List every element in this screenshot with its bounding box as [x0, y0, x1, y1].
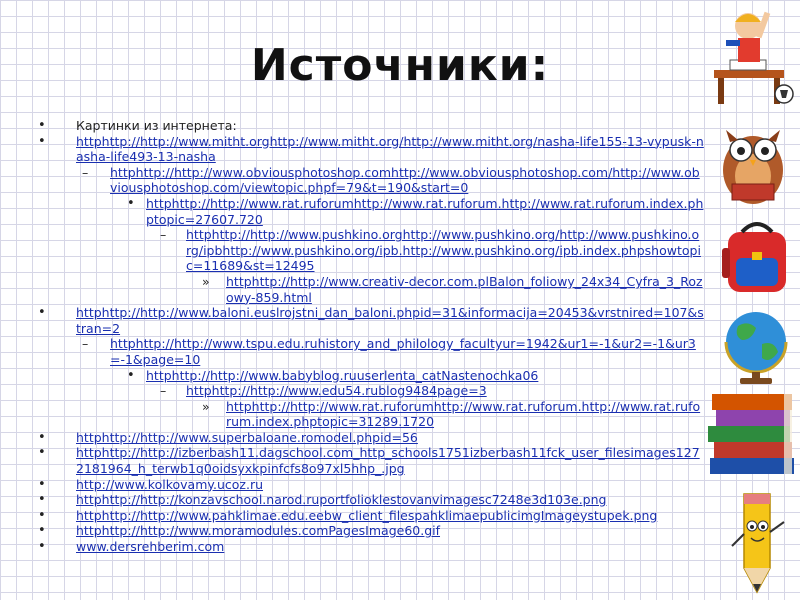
list-item [32, 118, 704, 134]
list-item [32, 477, 704, 493]
bullet-dot: • [38, 445, 46, 461]
list-item [32, 368, 704, 384]
bullet-dot: • [38, 507, 46, 523]
school-backpack-icon [718, 218, 796, 298]
bullet-dash: – [82, 164, 89, 180]
source-link[interactable]: httphttp://http://www.pushkino.orghttp://www.pushkino.org/http://www.pushkino.org/ipbhttp://www.pushkino.org/ipb.http://www.pushkino.org/ipb.index.phpshowtopic=11689&st=12495 [186, 227, 701, 274]
pencil-character-icon [724, 488, 794, 598]
list-item [32, 508, 704, 524]
bullet-dot: • [38, 492, 46, 508]
bullet-dot: • [127, 195, 135, 211]
bullet-dot: • [38, 476, 46, 492]
owl-with-book-icon [712, 118, 794, 208]
globe-icon [712, 306, 798, 386]
source-link[interactable]: httphttp://http://www.tspu.edu.ruhistory_and_philology_facultyur=1942&ur1=-1&ur2=-1&ur3=-1&page=10 [110, 336, 696, 367]
list-item [32, 165, 704, 196]
list-item [32, 196, 704, 227]
source-link[interactable]: httphttp://http://www.mitht.orghttp://www.mitht.org/http://www.mitht.org/nasha-life155-13-vypusk-nasha-life493-13-nasha [76, 133, 704, 165]
list-item [32, 227, 704, 274]
stack-of-books-icon [704, 384, 800, 480]
source-link[interactable]: httphttp://http://www.obviousphotoshop.comhttp://www.obviousphotoshop.com/http://www.obviousphotoshop.com/viewtopic.phpf=79&t=190&start=0 [110, 164, 700, 196]
source-link[interactable]: www.dersrehberim.com [76, 539, 225, 555]
bullet-dot: • [38, 429, 46, 445]
list-item [32, 305, 704, 336]
source-link[interactable]: http://www.kolkovamy.ucoz.ru [76, 476, 264, 492]
list-item [32, 383, 704, 399]
source-link[interactable]: httphttp://http://www.baloni.euslrojstni_dan_baloni.phpid=31&informacija=20453&vrstnired=107&stran=2 [76, 305, 704, 336]
bullet-dot: • [38, 305, 46, 321]
list-item [32, 523, 704, 539]
bullet-dot: • [38, 133, 46, 149]
list-item-text: Картинки из интернета: [76, 118, 237, 133]
source-link[interactable]: httphttp://http://izberbash11.dagschool.com_http_schools1751izberbash11fck_user_filesimages1272181964_h_terwb1q0oidsyxkpinfcfs8o97xl5hhp_.jpg [76, 445, 700, 477]
list-item [32, 134, 704, 165]
page-title: Источники: [250, 40, 550, 91]
list-item [32, 539, 704, 555]
list-item [32, 274, 704, 305]
list-item [32, 336, 704, 367]
bullet-dash: – [160, 383, 167, 399]
source-link[interactable]: httphttp://http://www.rat.ruforumhttp://www.rat.ruforum.http://www.rat.ruforum.index.phptopic=31289.1720 [226, 398, 701, 430]
bullet-dash: – [160, 227, 167, 243]
source-link[interactable]: httphttp://http://www.pahklimae.edu.eebw_client_filespahklimaepublicimgImageystupek.png [76, 507, 658, 523]
bullet-dot: • [127, 367, 135, 383]
bullet-chevron: » [202, 273, 210, 289]
sources-list [32, 118, 704, 555]
source-link[interactable]: httphttp://http://www.moramodules.comPagesImage60.gif [76, 523, 441, 539]
list-item [32, 399, 704, 430]
source-link[interactable]: httphttp://http://www.creativ-decor.com.plBalon_foliowy_24x34_Cyfra_3_Rozowy-859.html [226, 273, 703, 305]
source-link[interactable]: httphttp://http://www.rat.ruforumhttp://www.rat.ruforum.http://www.rat.ruforum.index.phptopic=27607.720 [146, 195, 704, 227]
source-link[interactable]: httphttp://http://www.babyblog.ruuserlenta_catNastenochka06 [146, 367, 539, 383]
source-link[interactable]: httphttp://http://www.edu54.rublog9484page=3 [186, 383, 487, 399]
bullet-dot: • [38, 118, 46, 133]
list-item [32, 492, 704, 508]
bullet-dash: – [82, 336, 89, 352]
bullet-chevron: » [202, 398, 210, 414]
bullet-dot: • [38, 539, 46, 555]
list-item [32, 445, 704, 476]
schoolboy-at-desk-icon [700, 0, 800, 110]
source-link[interactable]: httphttp://http://www.superbaloane.romodel.phpid=56 [76, 429, 418, 445]
source-link[interactable]: httphttp://http://konzavschool.narod.ruportfolioklestovanvimagesc7248e3d103e.png [76, 492, 607, 508]
bullet-dot: • [38, 523, 46, 539]
list-item [32, 430, 704, 446]
